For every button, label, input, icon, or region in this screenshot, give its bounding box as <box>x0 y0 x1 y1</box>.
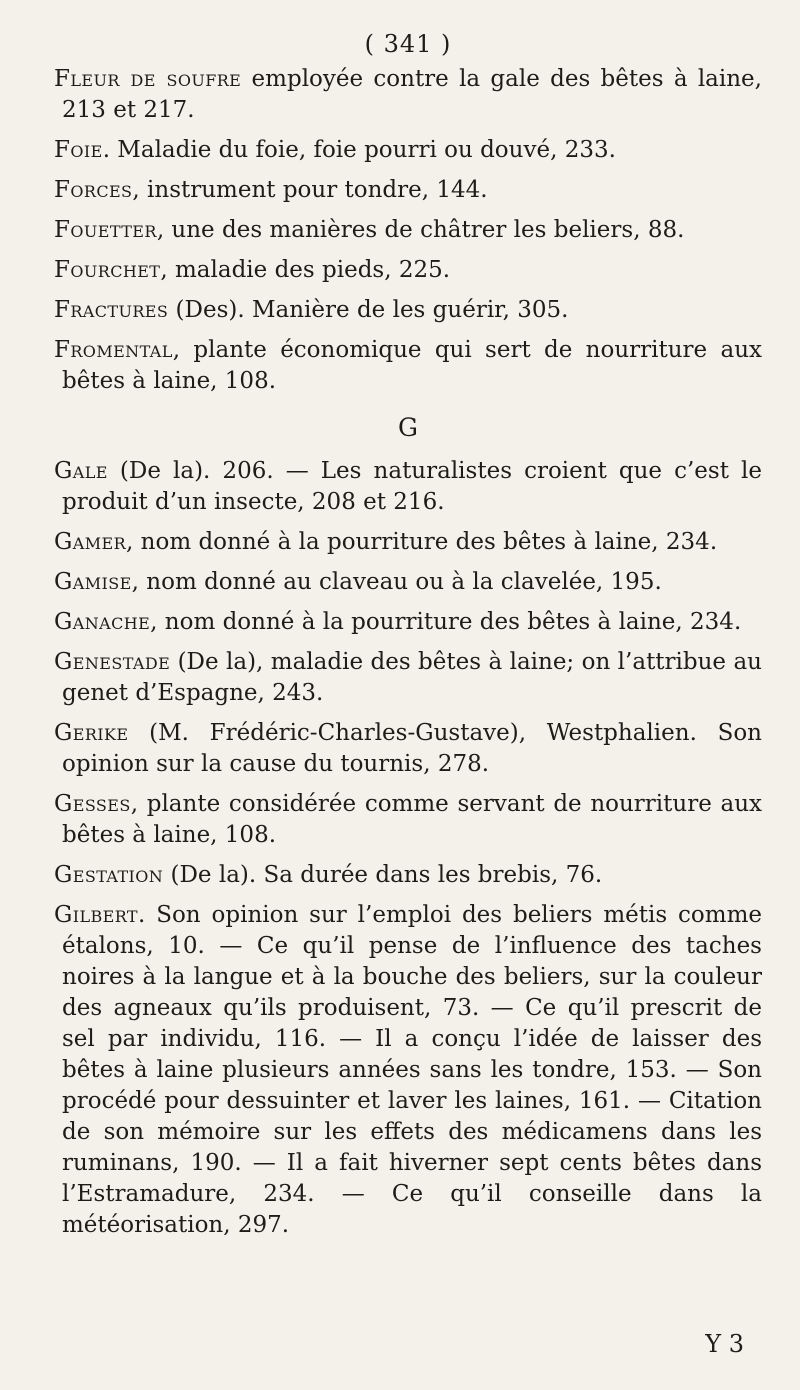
entry-text: (De la). 206. — Les naturalistes croient que c’est le produit d’un insecte, 208 et 216. <box>62 458 762 515</box>
index-entry <box>54 789 762 851</box>
page-number: ( 341 ) <box>364 30 452 58</box>
index-entry <box>54 175 762 206</box>
entry-text: , nom donné au claveau ou à la clavelée, 195. <box>131 569 662 595</box>
index-entry <box>54 900 762 1241</box>
entry-text: , nom donné à la pourriture des bêtes à laine, 234. <box>126 529 718 555</box>
entry-text: (M. Frédéric-Charles-Gustave), Westphalien. Son opinion sur la cause du tournis, 278. <box>62 720 762 777</box>
index-entry <box>54 860 762 891</box>
entry-text: (Des). Manière de les guérir, 305. <box>168 297 569 323</box>
entry-text: . Son opinion sur l’emploi des beliers métis comme étalons, 10. — Ce qu’il pense de l’influence des taches noires à la langue et à la bouche des beliers, sur la couleur des agneaux qu’ils produisent, 73. — Ce qu’il prescrit de sel par individu, 116. — Il a conçu l’idée de laisser des bêtes à laine plusieurs années sans les tondre, 153. — Son procédé pour dessuinter et laver les laines, 161. — Citation de son mémoire sur les effets des médicamens dans les ruminans, 190. — Il a fait hiverner sept cents bêtes dans l’Estramadure, 234. — Ce qu’il conseille dans la météorisation, 297. <box>62 902 762 1238</box>
index-entry <box>54 527 762 558</box>
entry-headword: Fouetter <box>54 217 157 243</box>
index-entry <box>54 647 762 709</box>
entry-headword: Genestade <box>54 649 171 675</box>
entry-text: employée contre la gale des bêtes à laine, 213 et 217. <box>62 66 762 123</box>
entry-text: (De la). Sa durée dans les brebis, 76. <box>163 862 603 888</box>
entry-headword: Gale <box>54 458 108 484</box>
entry-headword: Forces <box>54 177 133 203</box>
index-entry <box>54 456 762 518</box>
entry-headword: Fleur de soufre <box>54 66 242 92</box>
signature-mark: Y 3 <box>705 1330 744 1358</box>
index-entry <box>54 215 762 246</box>
entry-headword: Gestation <box>54 862 164 888</box>
index-entry <box>54 295 762 326</box>
entry-text: , maladie des pieds, 225. <box>160 257 451 283</box>
entry-text: , une des manières de châtrer les beliers, 88. <box>156 217 685 243</box>
entry-headword: Fromental <box>54 337 173 363</box>
entry-text: , plante considérée comme servant de nourriture aux bêtes à laine, 108. <box>62 791 762 848</box>
index-entry <box>54 64 762 126</box>
index-entries <box>54 64 762 1241</box>
index-entry <box>54 135 762 166</box>
entry-text: , instrument pour tondre, 144. <box>132 177 488 203</box>
section-letter: G <box>398 413 418 442</box>
entry-headword: Gerike <box>54 720 129 746</box>
index-entry <box>54 335 762 397</box>
entry-headword: Fourchet <box>54 257 161 283</box>
entry-headword: Ganache <box>54 609 151 635</box>
index-entry <box>54 567 762 598</box>
index-entry <box>54 718 762 780</box>
entry-text: , plante économique qui sert de nourriture aux bêtes à laine, 108. <box>62 337 762 394</box>
entry-text: (De la), maladie des bêtes à laine; on l’attribue au genet d’Espagne, 243. <box>62 649 762 706</box>
entry-headword: Gilbert <box>54 902 138 928</box>
entry-headword: Gamise <box>54 569 132 595</box>
entry-headword: Foie <box>54 137 103 163</box>
entry-text: , nom donné à la pourriture des bêtes à laine, 234. <box>150 609 742 635</box>
entry-headword: Gesses <box>54 791 131 817</box>
entry-headword: Gamer <box>54 529 127 555</box>
entry-headword: Fractures <box>54 297 169 323</box>
entry-text: . Maladie du foie, foie pourri ou douvé, 233. <box>102 137 616 163</box>
index-entry <box>54 607 762 638</box>
index-entry <box>54 255 762 286</box>
